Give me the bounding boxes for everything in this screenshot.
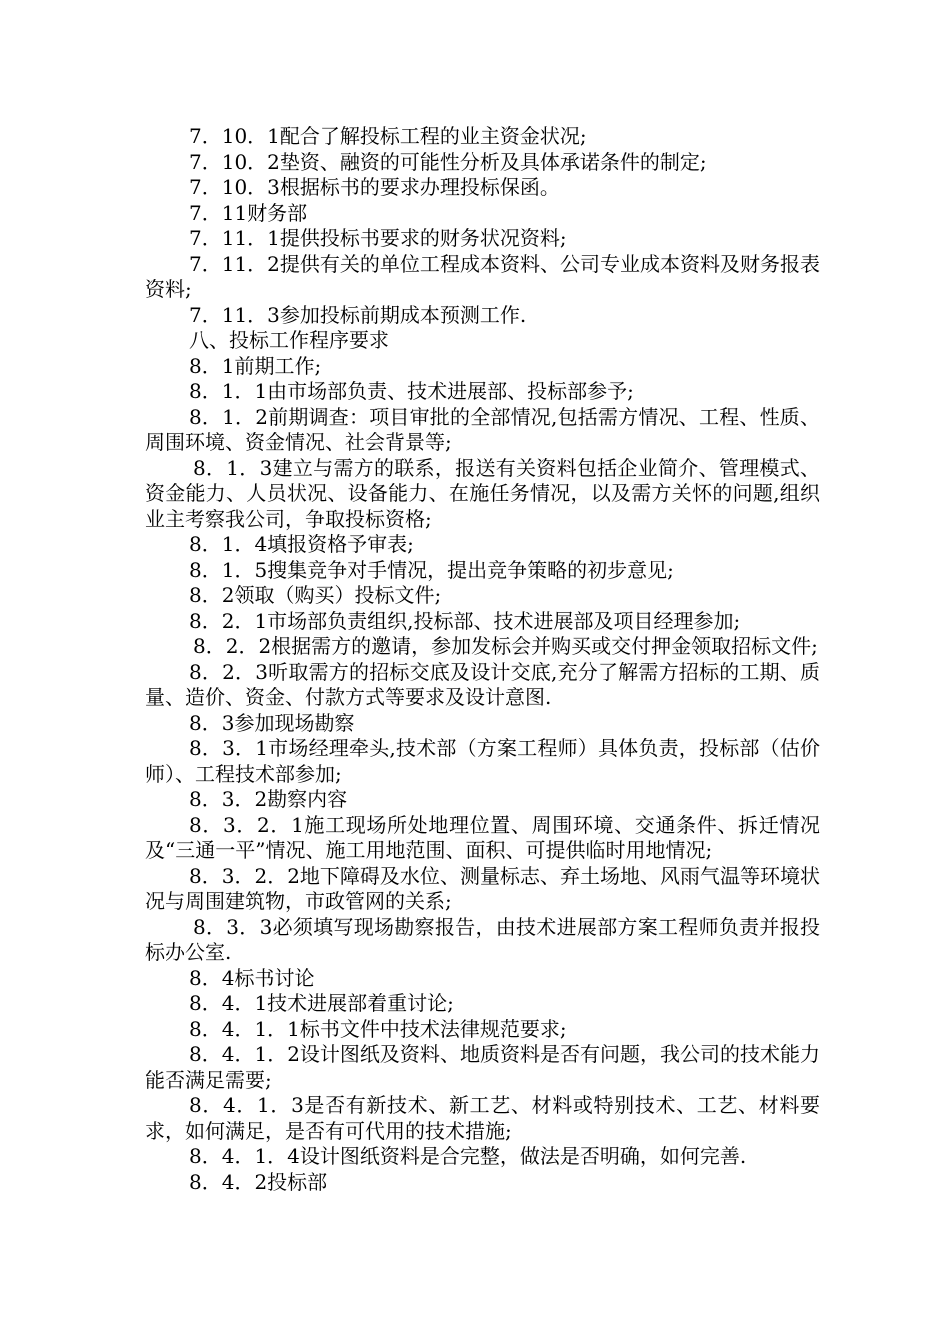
paragraph: 8．3．2勘察内容 — [189, 787, 348, 811]
paragraph: 8．3．1市场经理牵头,技术部（方案工程师）具体负责，投标部（估价师）、工程技术部参加; — [145, 736, 820, 786]
section-heading: 八、投标工作程序要求 — [189, 328, 389, 352]
paragraph: 8．2．3听取需方的招标交底及设计交底,充分了解需方招标的工期、质量、造价、资金、付款方式等要求及设计意图. — [145, 659, 820, 709]
paragraph: 7．11．2提供有关的单位工程成本资料、公司专业成本资料及财务报表资料; — [145, 251, 820, 301]
paragraph: 7．11．3参加投标前期成本预测工作. — [189, 302, 527, 327]
paragraph: 8．4．1．4设计图纸资料是合完整，做法是否明确，如何完善. — [189, 1144, 747, 1168]
paragraph: 8．4．2投标部 — [189, 1169, 328, 1194]
paragraph: 8．2．2根据需方的邀请，参加发标会并购买或交付押金领取招标文件; — [193, 634, 818, 658]
paragraph: 8．1前期工作; — [189, 353, 322, 378]
paragraph: 8．1．4填报资格予审表; — [189, 532, 414, 556]
paragraph: 7．10．3根据标书的要求办理投标保函。 — [189, 175, 560, 199]
paragraph: 8．2．1市场部负责组织,投标部、技术进展部及项目经理参加; — [189, 608, 741, 633]
paragraph: 8．4．1．3是否有新技术、新工艺、材料或特别技术、工艺、材料要求，如何满足，是否有可代用的技术措施; — [145, 1093, 820, 1143]
paragraph: 8．4标书讨论 — [189, 965, 315, 990]
paragraph: 8．4．1技术进展部着重讨论; — [189, 991, 454, 1015]
paragraph: 8．4．1．2设计图纸及资料、地质资料是否有问题，我公司的技术能力能否满足需要; — [145, 1042, 820, 1092]
paragraph: 8．1．5搜集竞争对手情况，提出竞争策略的初步意见; — [189, 557, 674, 582]
document-body — [145, 124, 820, 1195]
paragraph: 7．11财务部 — [189, 200, 308, 225]
paragraph: 8．1．2前期调查：项目审批的全部情况,包括需方情况、工程、性质、周围环境、资金情况、社会背景等; — [145, 404, 820, 454]
paragraph: 8．1．3建立与需方的联系，报送有关资料包括企业简介、管理模式、资金能力、人员状况、设备能力、在施任务情况，以及需方关怀的问题,组织业主考察我公司，争取投标资格; — [145, 455, 820, 531]
paragraph: 8．3．2．2地下障碍及水位、测量标志、弃土场地、风雨气温等环境状况与周围建筑物，市政管网的关系; — [145, 863, 820, 913]
paragraph: 8．3参加现场勘察 — [189, 710, 355, 735]
paragraph: 8．3．3必须填写现场勘察报告，由技术进展部方案工程师负责并报投标办公室. — [145, 914, 820, 964]
paragraph: 8．3．2．1施工现场所处地理位置、周围环境、交通条件、拆迁情况及“三通一平”情况、施工用地范围、面积、可提供临时用地情况; — [145, 812, 820, 862]
paragraph: 7．11．1提供投标书要求的财务状况资料; — [189, 226, 567, 250]
paragraph: 8．4．1．1标书文件中技术法律规范要求; — [189, 1016, 567, 1041]
paragraph: 8．1．1由市场部负责、技术进展部、投标部参予; — [189, 379, 634, 403]
paragraph: 8．2领取（购买）投标文件; — [189, 583, 442, 607]
paragraph: 7．10．1配合了解投标工程的业主资金状况; — [189, 124, 587, 148]
paragraph: 7．10．2垫资、融资的可能性分析及具体承诺条件的制定; — [189, 149, 707, 174]
